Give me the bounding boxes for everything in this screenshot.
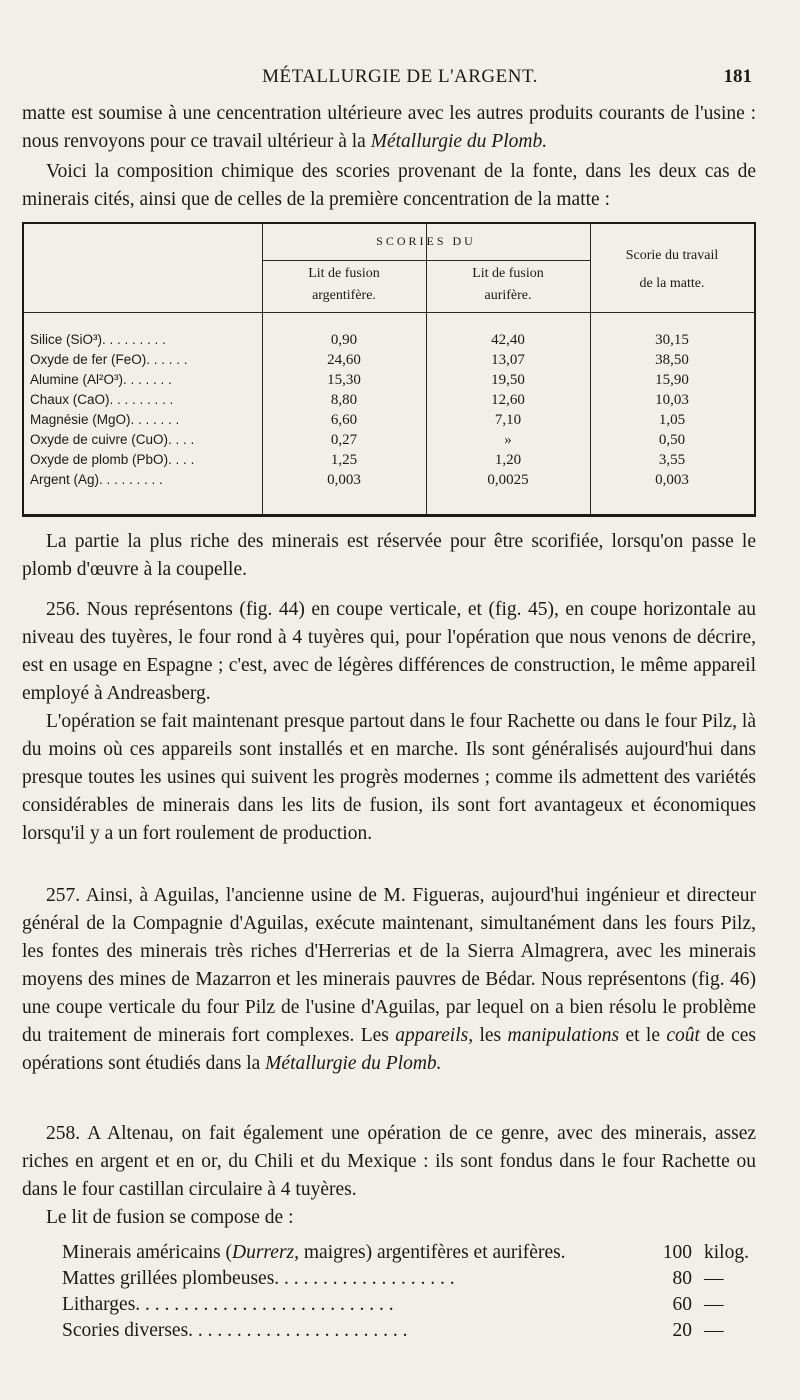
paragraph-text: et le: [619, 1025, 667, 1046]
item-quantity: 60: [672, 1294, 692, 1315]
cell-matte: 0,003: [655, 472, 689, 488]
cell-argentifere: 15,30: [327, 372, 361, 388]
list-item: [62, 1318, 762, 1344]
table-row: [24, 332, 754, 352]
item-quantity: 80: [672, 1268, 692, 1289]
item-label-text: Minerais américains (: [62, 1242, 233, 1263]
row-label: Silice (SiO³). . . . . . . . .: [30, 332, 166, 347]
col2-header-b: aurifère.: [484, 288, 532, 303]
slag-composition-table: [22, 222, 756, 517]
cell-matte: 15,90: [655, 372, 689, 388]
cell-matte: 1,05: [658, 412, 686, 428]
item-label: [62, 1292, 394, 1318]
paragraph-257: [22, 882, 756, 1078]
item-label: [62, 1240, 566, 1266]
cell-matte: 38,50: [655, 352, 689, 368]
col3-header-b: de la matte.: [639, 276, 705, 291]
table-row: [24, 472, 754, 492]
cell-matte: 10,03: [655, 392, 689, 408]
cell-aurifere: 0,0025: [487, 472, 529, 488]
paragraph-text: L'opération se fait maintenant presque partout dans le four Rachette ou dans le four Pilz, là du moins où ces appareils sont installés et en marche. Ils sont généralisés aujourd'hui dans presque toutes les usines qui suivent les progrès modernes ; comme ils admettent des variétés considérables de minerais dans les lits de fusion, ils sont fort avantageux et économiques lorsqu'il y a un fort roulement de production.: [22, 711, 756, 844]
paragraph-text: Le lit de fusion se compose de :: [46, 1207, 294, 1228]
paragraph-rachette-pilz: [22, 708, 756, 848]
table-row: [24, 452, 754, 472]
item-label-text: Litharges. . . . . . . . . . . . . . . . . . . . . . . . . . .: [62, 1294, 394, 1315]
running-header: [0, 62, 800, 92]
item-unit: kilog.: [704, 1242, 749, 1263]
italic-cout: coût: [666, 1025, 700, 1046]
item-quantity: 100: [662, 1242, 692, 1263]
item-unit: —: [704, 1294, 724, 1315]
cell-aurifere: 19,50: [491, 372, 525, 388]
paragraph-text: 257. Ainsi, à Aguilas, l'ancienne usine de M. Figueras, aujourd'hui ingénieur et directeur général de la Compagnie d'Aguilas, exécute maintenant, simultanément dans les fours Pilz, les fontes des minerais très riches d'Herrerias et de la Sierra Almagrera, avec les minerais moyens des mines de Mazarron et les minerais pauvres de Bédar. Nous représentons (fig. 46) une coupe verticale du four Pilz de l'usine d'Aguilas, par lequel on a bien résolu le problème du traitement de minerais fort complexes. Les: [22, 885, 756, 1046]
item-label-text: maigres) argentifères et aurifères.: [299, 1242, 566, 1263]
intro-italic-reference: Métallurgie du Plomb.: [370, 131, 548, 152]
row-label: Oxyde de cuivre (CuO). . . .: [30, 432, 195, 447]
italic-appareils: appareils,: [395, 1025, 474, 1046]
col2-header-a: Lit de fusion: [472, 266, 544, 281]
paragraph-text: de ces opérations sont étudiés dans la: [22, 1025, 756, 1074]
cell-aurifere: 42,40: [491, 332, 525, 348]
cell-aurifere: 12,60: [491, 392, 525, 408]
cell-argentifere: 0,27: [330, 432, 358, 448]
cell-aurifere: 7,10: [494, 412, 522, 428]
table-row: [24, 352, 754, 372]
intro-paragraph: [22, 100, 756, 156]
paragraph-text: les: [473, 1025, 508, 1046]
intro-text-2: Voici la composition chimique des scories provenant de la fonte, dans les deux cas de minerais cités, ainsi que de celles de la première concentration de la matte :: [22, 161, 756, 210]
row-label: Magnésie (MgO). . . . . . .: [30, 412, 180, 427]
cell-argentifere: 1,25: [330, 452, 358, 468]
paragraph-text: La partie la plus riche des minerais est réservée pour être scorifiée, lorsqu'on passe le plomb d'œuvre à la coupelle.: [22, 531, 756, 580]
intro-paragraph-2: [22, 158, 756, 214]
cell-argentifere: 6,60: [330, 412, 358, 428]
cell-matte: 30,15: [655, 332, 689, 348]
row-label: Chaux (CaO). . . . . . . . .: [30, 392, 174, 407]
col1-header-a: Lit de fusion: [308, 266, 380, 281]
group-header: SCORIES DU: [376, 234, 476, 248]
item-label-text: Mattes grillées plombeuses. . . . . . . . . . . . . . . . . . .: [62, 1268, 455, 1289]
table-row: [24, 412, 754, 432]
item-label-text: Scories diverses. . . . . . . . . . . . . . . . . . . . . . .: [62, 1320, 408, 1341]
header-title: MÉTALLURGIE DE L'ARGENT.: [262, 66, 538, 87]
paragraph-256: [22, 596, 756, 708]
italic-reference: Métallurgie du Plomb.: [265, 1053, 442, 1074]
col1-header-b: argentifère.: [312, 288, 376, 303]
table-header-rule: [24, 312, 754, 313]
table-row: [24, 392, 754, 412]
list-item: [62, 1266, 762, 1292]
cell-argentifere: 0,003: [327, 472, 361, 488]
group-header-rule: [262, 260, 590, 261]
col3-header-a: Scorie du travail: [625, 248, 719, 263]
table-row: [24, 432, 754, 452]
item-unit: —: [704, 1320, 724, 1341]
cell-matte: 0,50: [658, 432, 686, 448]
row-label: Argent (Ag). . . . . . . . .: [30, 472, 163, 487]
item-label: [62, 1318, 408, 1344]
table-row: [24, 372, 754, 392]
paragraph-text: 258. A Altenau, on fait également une opération de ce genre, avec des minerais, assez riches en argent et en or, du Chili et du Mexique : ils sont fondus dans le four Rachette ou dans le four castillan circulaire à 4 tuyères.: [22, 1123, 756, 1200]
row-label: Alumine (Al²O³). . . . . . .: [30, 372, 172, 387]
list-item: [62, 1240, 762, 1266]
paragraph-text: 256. Nous représentons (fig. 44) en coupe verticale, et (fig. 45), en coupe horizontale au niveau des tuyères, le four rond à 4 tuyères qui, pour l'opération que nous venons de décrire, est en usage en Espagne ; c'est, avec de légères différences de construction, le même appareil employé à Andreasberg.: [22, 599, 756, 704]
paragraph-lit-de-fusion: [22, 1204, 756, 1232]
cell-aurifere: 1,20: [494, 452, 522, 468]
cell-aurifere: 13,07: [491, 352, 525, 368]
composition-list: [62, 1240, 762, 1344]
cell-matte: 3,55: [658, 452, 686, 468]
paragraph-258: [22, 1120, 756, 1204]
row-label: Oxyde de plomb (PbO). . . .: [30, 452, 195, 467]
page-number: 181: [723, 66, 752, 87]
row-label: Oxyde de fer (FeO). . . . . .: [30, 352, 188, 367]
intro-text: matte est soumise à une cencentration ultérieure avec les autres produits courants de l'usine : nous renvoyons pour ce travail ultérieur à la: [22, 103, 756, 152]
paragraph-scorification: [22, 528, 756, 584]
cell-aurifere: »: [504, 432, 512, 448]
cell-argentifere: 24,60: [327, 352, 361, 368]
item-label-italic: Durrerz,: [232, 1242, 300, 1263]
italic-manipulations: manipulations: [507, 1025, 620, 1046]
cell-argentifere: 0,90: [330, 332, 358, 348]
item-label: [62, 1266, 455, 1292]
item-quantity: 20: [672, 1320, 692, 1341]
item-unit: —: [704, 1268, 724, 1289]
list-item: [62, 1292, 762, 1318]
cell-argentifere: 8,80: [330, 392, 358, 408]
